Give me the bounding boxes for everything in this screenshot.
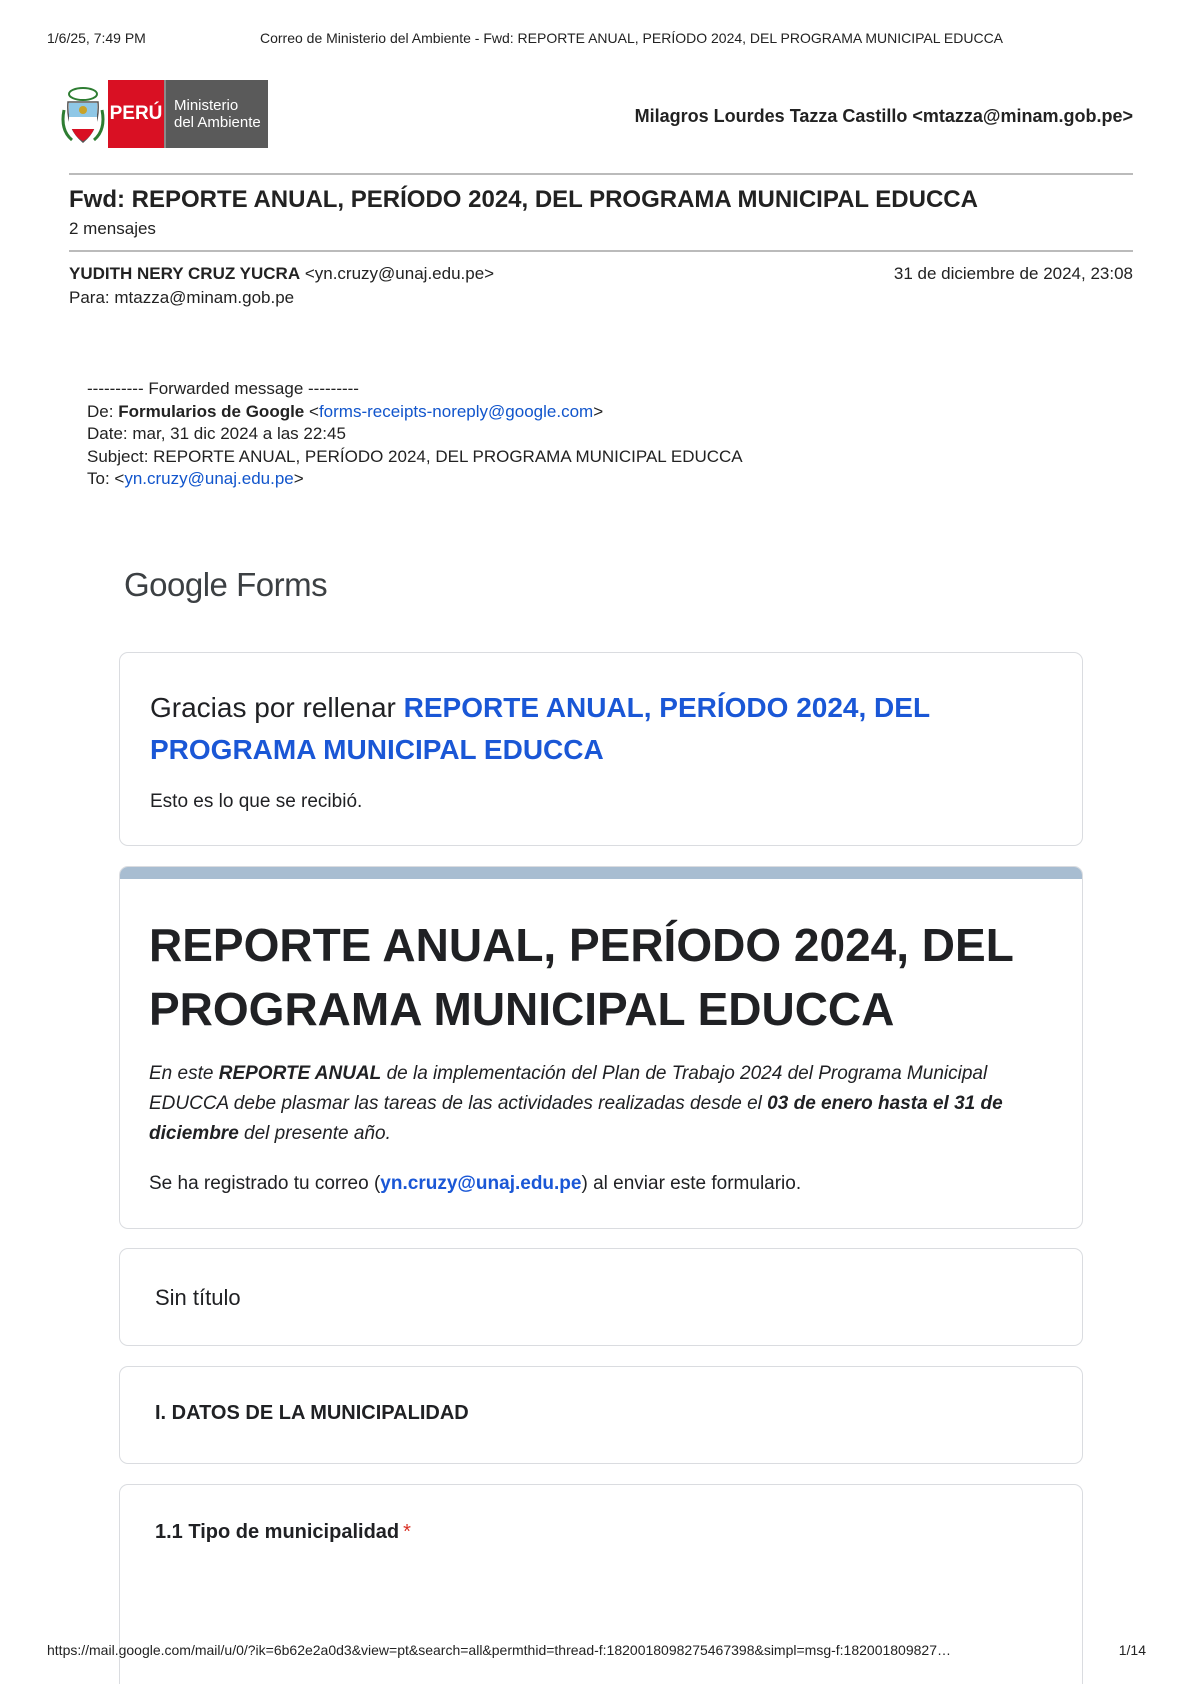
received-note: Esto es lo que se recibió. [150,791,363,812]
form-header-card [119,866,1083,1229]
forward-from-email-link[interactable]: forms-receipts-noreply@google.com [318,401,594,421]
section-untitled-card [119,1248,1083,1346]
forwarded-block [87,378,743,491]
print-date: 1/6/25, 7:49 PM [47,30,146,46]
forward-from-close: > [593,401,604,421]
forward-to-label: To: < [87,469,125,488]
form-desc-part: del presente año. [238,1123,391,1144]
forward-subject: Subject: REPORTE ANUAL, PERÍODO 2024, DEL PROGRAMA MUNICIPAL EDUCCA [87,446,743,466]
form-description [149,1059,1059,1149]
peru-coat-of-arms-icon [60,80,106,148]
logo-ministry [164,80,268,148]
google-forms-logo-google: Google [124,566,228,603]
minam-logo [60,80,268,148]
registered-prefix: Se ha registrado tu correo ( [149,1173,381,1194]
print-page-title: Correo de Ministerio del Ambiente - Fwd: REPORTE ANUAL, PERÍODO 2024, DEL PROGRAMA MUNICIPAL EDUCCA [260,30,1004,46]
thanks-card [119,652,1083,846]
registered-suffix: ) al enviar este formulario. [581,1173,802,1194]
question-tipo-label [155,1521,411,1544]
forward-separator: ---------- Forwarded message --------- [87,379,359,398]
forward-from-name: Formularios de Google [118,401,305,421]
form-desc-part: de la implementación del Plan de Trabajo 2024 del Programa Municipal EDUCCA debe plasmar las tareas de las actividades realizadas desde el [149,1063,988,1114]
message-recipient: Para: mtazza@minam.gob.pe [69,288,295,307]
google-forms-logo [124,566,327,604]
forward-to-email-link[interactable]: yn.cruzy@unaj.edu.pe [124,469,294,488]
divider [69,173,1133,175]
sender-email: <yn.cruzy@unaj.edu.pe> [304,264,495,283]
form-title-link[interactable]: REPORTE ANUAL, PERÍODO 2024, DEL PROGRAMA MUNICIPAL EDUCCA [150,692,930,765]
thanks-message [150,687,1030,771]
section-datos-card [119,1366,1083,1464]
logo-country: PERÚ [108,80,164,148]
section-untitled-label: Sin título [155,1285,241,1310]
account-name: Milagros Lourdes Tazza Castillo <mtazza@minam.gob.pe> [634,106,1133,126]
logo-ministry-line2: del Ambiente [174,114,261,131]
form-desc-part: En este [149,1063,219,1084]
print-header [0,30,1190,50]
message-date: 31 de diciembre de 2024, 23:08 [893,264,1133,283]
print-footer [0,1642,1190,1662]
thread-subject: Fwd: REPORTE ANUAL, PERÍODO 2024, DEL PROGRAMA MUNICIPAL EDUCCA [69,186,978,213]
form-desc-bold: REPORTE ANUAL [218,1063,382,1084]
form-accent-bar [120,867,1082,879]
print-page-number: 1/14 [1118,1642,1146,1658]
forward-from-open: < [304,401,319,421]
required-asterisk: * [403,1521,411,1543]
form-desc-bold: 03 de enero hasta el 31 de diciembre [149,1093,1003,1144]
logo-ministry-line1: Ministerio [174,97,239,114]
message-sender [69,264,494,284]
forward-to-close: > [293,469,304,488]
question-tipo-text: 1.1 Tipo de municipalidad [155,1521,400,1543]
divider [69,250,1133,252]
thanks-prefix: Gracias por rellenar [150,692,404,723]
google-forms-logo-forms: Forms [227,566,328,603]
message-count: 2 mensajes [69,219,156,238]
print-url: https://mail.google.com/mail/u/0/?ik=6b62e2a0d3&view=pt&search=all&permthid=thread-f:1820018098275467398&simpl=msg-f:182001809827… [47,1642,951,1658]
forward-from [87,401,743,424]
sender-name: YUDITH NERY CRUZ YUCRA [69,264,301,283]
forward-date: Date: mar, 31 dic 2024 a las 22:45 [87,424,346,443]
registered-email-link[interactable]: yn.cruzy@unaj.edu.pe [380,1173,582,1194]
registered-email-note [149,1173,801,1195]
section-datos-label: I. DATOS DE LA MUNICIPALIDAD [155,1402,469,1424]
forward-from-label: De: [87,401,119,421]
forward-to [87,468,743,491]
form-title: REPORTE ANUAL, PERÍODO 2024, DEL PROGRAMA MUNICIPAL EDUCCA [149,919,1013,1035]
